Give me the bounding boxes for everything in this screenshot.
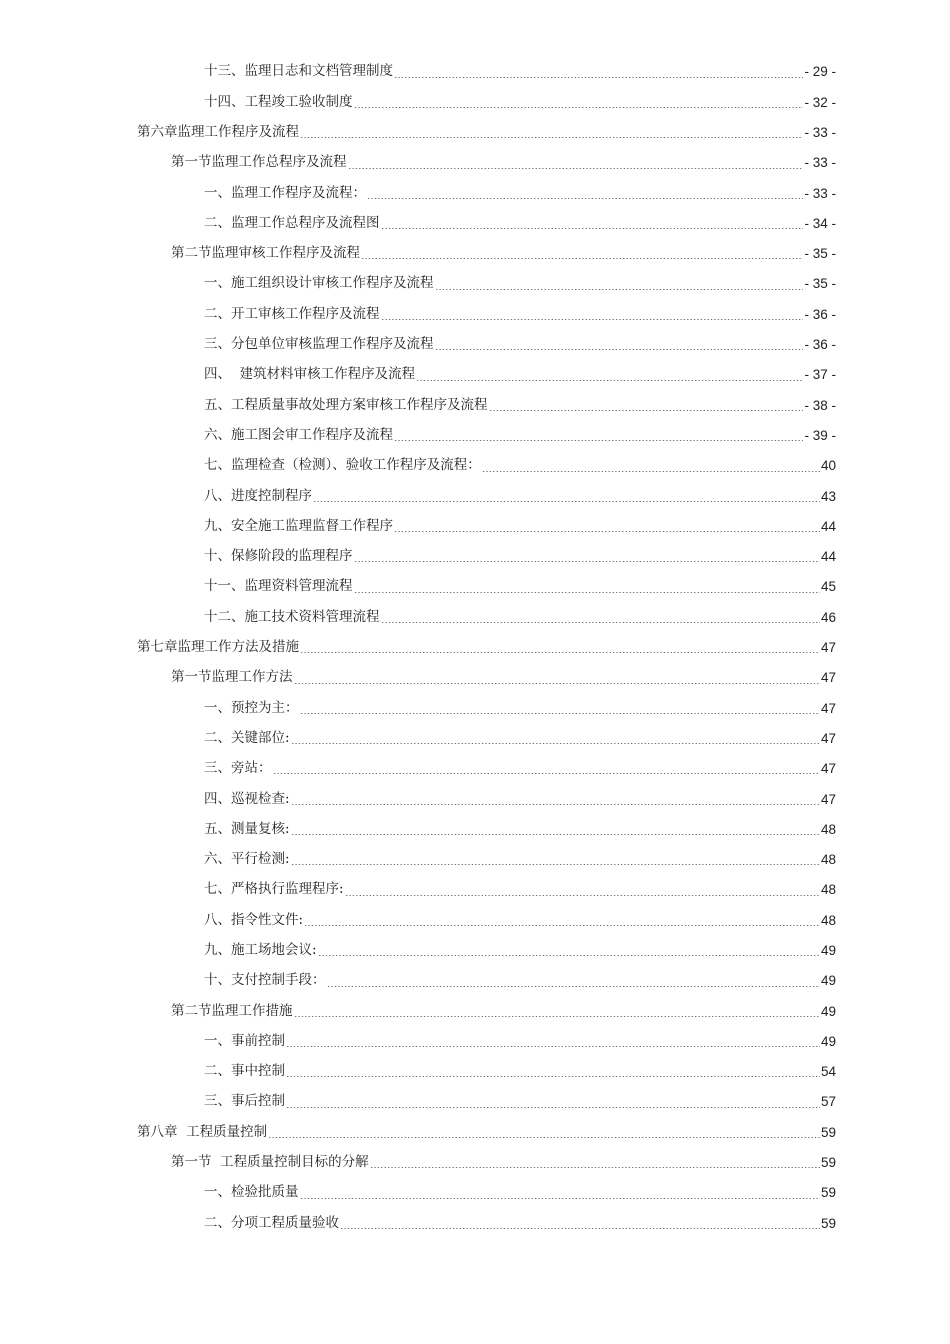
toc-dot-leader xyxy=(381,622,820,623)
toc-entry-page: - 38 - xyxy=(804,397,836,413)
toc-entry-title: 一、预控为主： xyxy=(204,699,299,716)
toc-entry-page: - 36 - xyxy=(804,337,836,353)
toc-entry-page: 46 xyxy=(820,609,836,625)
toc-entry-title: 六、施工图会审工作程序及流程 xyxy=(204,426,393,443)
toc-dot-leader xyxy=(345,895,820,896)
toc-entry-page: 44 xyxy=(820,518,836,534)
toc-dot-leader xyxy=(435,289,804,290)
toc-entry[interactable] xyxy=(0,390,950,420)
toc-entry[interactable] xyxy=(0,602,950,632)
toc-dot-leader xyxy=(294,1016,820,1017)
toc-entry[interactable] xyxy=(0,936,950,966)
toc-dot-leader xyxy=(268,1137,820,1138)
toc-entry-page: 49 xyxy=(820,1003,836,1019)
toc-entry-page: 45 xyxy=(820,579,836,595)
toc-dot-leader xyxy=(291,743,820,744)
toc-entry-title: 一、检验批质量 xyxy=(204,1184,299,1201)
toc-dot-leader xyxy=(286,1107,820,1108)
toc-entry[interactable] xyxy=(0,875,950,905)
toc-dot-leader xyxy=(394,440,803,441)
toc-entry-title: 七、严格执行监理程序: xyxy=(204,881,344,898)
toc-entry-page: 47 xyxy=(820,640,836,656)
toc-entry-page: 49 xyxy=(820,1033,836,1049)
toc-entry-title: 二、监理工作总程序及流程图 xyxy=(204,214,380,231)
toc-entry[interactable] xyxy=(0,87,950,117)
toc-dot-leader xyxy=(348,168,804,169)
toc-entry[interactable] xyxy=(0,845,950,875)
toc-entry-page: - 39 - xyxy=(804,427,836,443)
toc-entry[interactable] xyxy=(0,814,950,844)
toc-entry-title: 五、测量复核: xyxy=(204,820,290,837)
toc-entry-page: 47 xyxy=(820,761,836,777)
toc-dot-leader xyxy=(291,804,820,805)
toc-chapter-entry[interactable] xyxy=(0,633,950,663)
toc-entry-page: - 35 - xyxy=(804,276,836,292)
toc-entry-page: - 34 - xyxy=(804,215,836,231)
toc-entry[interactable] xyxy=(0,330,950,360)
toc-entry-page: - 37 - xyxy=(804,367,836,383)
toc-entry-page: 47 xyxy=(820,791,836,807)
toc-entry-title: 第一节 工程质量控制目标的分解 xyxy=(171,1154,369,1171)
toc-dot-leader xyxy=(482,471,820,472)
toc-entry-title: 第二节监理工作措施 xyxy=(171,1002,293,1019)
toc-entry-page: 44 xyxy=(820,549,836,565)
toc-entry-title: 二、事中控制 xyxy=(204,1063,285,1080)
toc-entry[interactable] xyxy=(0,966,950,996)
toc-dot-leader xyxy=(367,198,803,199)
toc-entry-page: 49 xyxy=(820,943,836,958)
toc-entry[interactable] xyxy=(0,1087,950,1117)
toc-entry-page: 59 xyxy=(820,1124,836,1140)
toc-entry-title: 第七章监理工作方法及措施 xyxy=(137,639,299,656)
toc-dot-leader xyxy=(381,319,804,320)
toc-entry[interactable] xyxy=(0,178,950,208)
toc-entry-title: 三、事后控制 xyxy=(204,1093,285,1110)
toc-entry-page: 59 xyxy=(820,1185,836,1201)
toc-entry-title: 九、安全施工监理监督工作程序 xyxy=(204,517,393,534)
toc-entry[interactable] xyxy=(0,784,950,814)
toc-entry-page: 48 xyxy=(820,852,836,868)
toc-entry-page: 59 xyxy=(820,1215,836,1231)
toc-entry-title: 四、巡视检查: xyxy=(204,790,290,807)
toc-entry[interactable] xyxy=(0,905,950,935)
toc-entry-title: 十二、施工技术资料管理流程 xyxy=(204,608,380,625)
toc-dot-leader xyxy=(435,349,804,350)
toc-section-entry[interactable] xyxy=(0,1148,950,1178)
toc-dot-leader xyxy=(354,107,804,108)
toc-dot-leader xyxy=(300,713,820,714)
toc-entry-title: 十、保修阶段的监理程序 xyxy=(204,548,353,565)
toc-entry-page: - 33 - xyxy=(804,185,836,201)
toc-entry[interactable] xyxy=(0,299,950,329)
toc-entry-page: - 33 - xyxy=(804,155,836,171)
toc-entry-page: 47 xyxy=(820,730,836,746)
toc-dot-leader xyxy=(318,955,820,956)
table-of-contents xyxy=(0,57,950,1239)
toc-dot-leader xyxy=(300,1198,820,1199)
toc-chapter-entry[interactable] xyxy=(0,1117,950,1147)
toc-entry-title: 一、监理工作程序及流程： xyxy=(204,184,366,201)
toc-entry-page: 47 xyxy=(820,700,836,716)
toc-entry-title: 第六章监理工作程序及流程 xyxy=(137,123,299,140)
toc-entry[interactable] xyxy=(0,724,950,754)
toc-entry-page: 40 xyxy=(820,458,836,474)
toc-dot-leader xyxy=(361,258,803,259)
toc-entry-title: 九、施工场地会议: xyxy=(204,942,317,958)
toc-entry-page: - 36 - xyxy=(804,306,836,322)
toc-entry-page: 48 xyxy=(820,912,836,928)
toc-entry[interactable] xyxy=(0,481,950,511)
toc-entry-page: 48 xyxy=(820,821,836,837)
toc-section-entry[interactable] xyxy=(0,663,950,693)
toc-entry[interactable] xyxy=(0,1057,950,1087)
toc-entry-page: 49 xyxy=(820,973,836,989)
toc-dot-leader xyxy=(381,228,804,229)
toc-entry[interactable] xyxy=(0,1178,950,1208)
toc-entry-page: 47 xyxy=(820,670,836,686)
toc-dot-leader xyxy=(340,1228,820,1229)
toc-entry-page: 54 xyxy=(820,1064,836,1080)
toc-entry-page: 48 xyxy=(820,882,836,898)
toc-entry[interactable] xyxy=(0,57,950,87)
toc-entry[interactable] xyxy=(0,542,950,572)
toc-section-entry[interactable] xyxy=(0,996,950,1026)
toc-entry-page: 57 xyxy=(820,1094,836,1110)
toc-entry-title: 第一节监理工作总程序及流程 xyxy=(171,154,347,171)
toc-entry-page: - 35 - xyxy=(804,246,836,262)
toc-section-entry[interactable] xyxy=(0,239,950,269)
toc-entry-title: 十四、工程竣工验收制度 xyxy=(204,93,353,110)
toc-dot-leader xyxy=(294,683,820,684)
toc-entry-page: - 29 - xyxy=(804,64,836,80)
toc-dot-leader xyxy=(354,561,820,562)
toc-entry-page: 43 xyxy=(820,488,836,504)
toc-entry[interactable] xyxy=(0,360,950,390)
toc-entry-title: 八、指令性文件: xyxy=(204,911,304,928)
toc-entry[interactable] xyxy=(0,1027,950,1057)
toc-entry-title: 七、监理检查（检测）、验收工作程序及流程： xyxy=(204,457,481,474)
toc-entry-page: - 33 - xyxy=(804,124,836,140)
toc-entry-title: 第八章 工程质量控制 xyxy=(137,1123,268,1140)
toc-entry[interactable] xyxy=(0,421,950,451)
toc-entry-title: 十、支付控制手段： xyxy=(204,972,326,989)
toc-entry-title: 二、分项工程质量验收 xyxy=(204,1214,339,1231)
toc-entry[interactable] xyxy=(0,451,950,481)
toc-entry-title: 四、 建筑材料审核工作程序及流程 xyxy=(204,366,416,383)
toc-chapter-entry[interactable] xyxy=(0,118,950,148)
toc-dot-leader xyxy=(354,592,820,593)
toc-dot-leader xyxy=(394,531,820,532)
toc-dot-leader xyxy=(291,864,820,865)
toc-entry[interactable] xyxy=(0,754,950,784)
toc-entry-title: 六、平行检测: xyxy=(204,851,290,868)
toc-dot-leader xyxy=(416,380,803,381)
toc-entry[interactable] xyxy=(0,511,950,541)
toc-entry[interactable] xyxy=(0,1208,950,1238)
toc-dot-leader xyxy=(489,410,804,411)
toc-entry-title: 八、进度控制程序 xyxy=(204,487,312,504)
toc-dot-leader xyxy=(304,925,820,926)
toc-entry-title: 二、关键部位: xyxy=(204,729,290,746)
toc-entry[interactable] xyxy=(0,208,950,238)
toc-dot-leader xyxy=(286,1076,820,1077)
toc-dot-leader xyxy=(370,1167,820,1168)
toc-dot-leader xyxy=(300,137,803,138)
toc-dot-leader xyxy=(286,1046,820,1047)
toc-entry-title: 三、分包单位审核监理工作程序及流程 xyxy=(204,336,434,353)
toc-dot-leader xyxy=(394,77,803,78)
toc-dot-leader xyxy=(327,986,820,987)
toc-section-entry[interactable] xyxy=(0,148,950,178)
toc-entry-title: 二、开工审核工作程序及流程 xyxy=(204,305,380,322)
toc-dot-leader xyxy=(291,834,820,835)
toc-entry-title: 第二节监理审核工作程序及流程 xyxy=(171,245,360,262)
toc-entry[interactable] xyxy=(0,693,950,723)
toc-entry-title: 一、施工组织设计审核工作程序及流程 xyxy=(204,275,434,292)
toc-entry[interactable] xyxy=(0,572,950,602)
toc-entry[interactable] xyxy=(0,269,950,299)
toc-entry-title: 五、工程质量事故处理方案审核工作程序及流程 xyxy=(204,396,488,413)
toc-entry-title: 第一节监理工作方法 xyxy=(171,669,293,686)
toc-entry-page: - 32 - xyxy=(804,94,836,110)
toc-entry-title: 三、旁站： xyxy=(204,760,272,777)
toc-dot-leader xyxy=(313,501,820,502)
toc-dot-leader xyxy=(273,773,820,774)
toc-entry-title: 十三、监理日志和文档管理制度 xyxy=(204,63,393,80)
toc-entry-title: 一、事前控制 xyxy=(204,1032,285,1049)
toc-entry-title: 十一、监理资料管理流程 xyxy=(204,578,353,595)
toc-entry-page: 59 xyxy=(820,1155,836,1171)
toc-dot-leader xyxy=(300,652,820,653)
